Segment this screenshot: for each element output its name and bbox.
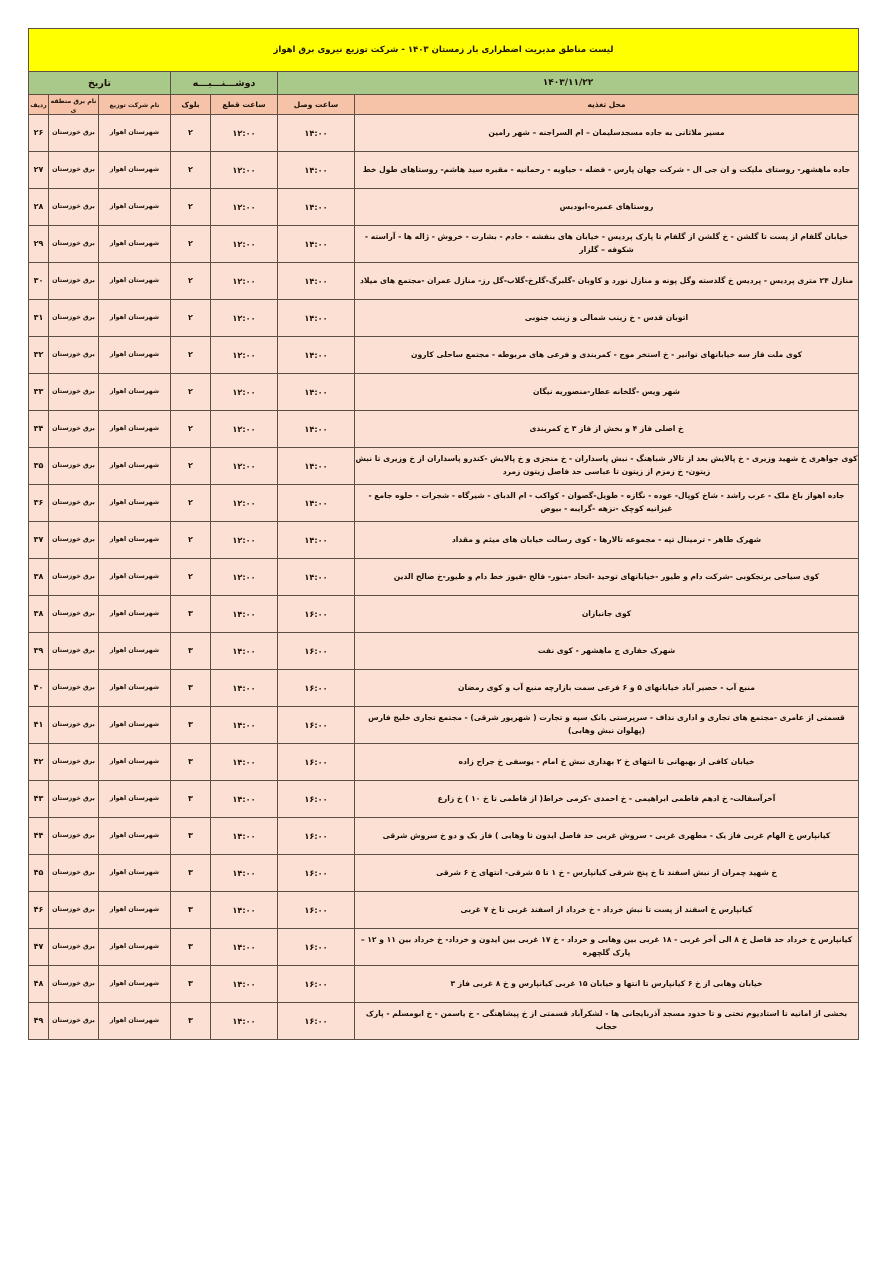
column-header-on-time: ساعت وصل: [278, 95, 355, 115]
cell-off-time: ۱۴:۰۰: [211, 818, 278, 855]
cell-company: شهرستان اهواز: [99, 855, 171, 892]
cell-on-time: ۱۴:۰۰: [278, 337, 355, 374]
cell-company: شهرستان اهواز: [99, 781, 171, 818]
cell-block: ۲: [171, 152, 211, 189]
cell-off-time: ۱۲:۰۰: [211, 374, 278, 411]
cell-radif: ۲۷: [28, 152, 48, 189]
table-row: [28, 115, 858, 152]
cell-region: برق خوزستان: [49, 115, 99, 152]
cell-region: برق خوزستان: [49, 892, 99, 929]
cell-company: شهرستان اهواز: [99, 633, 171, 670]
cell-radif: ۳۱: [28, 300, 48, 337]
cell-radif: ۴۳: [28, 781, 48, 818]
cell-off-time: ۱۲:۰۰: [211, 152, 278, 189]
cell-region: برق خوزستان: [49, 226, 99, 263]
cell-place: خیابان کافی از بهبهانی تا انتهای خ ۲ بهداری نبش خ امام - یوسفی خ جراح زاده: [355, 744, 859, 781]
title-banner-row: [28, 29, 858, 72]
cell-company: شهرستان اهواز: [99, 226, 171, 263]
column-header-block: بلوک: [171, 95, 211, 115]
cell-on-time: ۱۶:۰۰: [278, 707, 355, 744]
cell-block: ۲: [171, 300, 211, 337]
weekday-label: دوشـــنـــبـــه: [171, 72, 278, 95]
cell-on-time: ۱۶:۰۰: [278, 892, 355, 929]
cell-radif: ۴۴: [28, 818, 48, 855]
cell-radif: ۴۹: [28, 1003, 48, 1040]
cell-off-time: ۱۲:۰۰: [211, 300, 278, 337]
cell-radif: ۲۶: [28, 115, 48, 152]
cell-region: برق خوزستان: [49, 300, 99, 337]
cell-region: برق خوزستان: [49, 263, 99, 300]
cell-on-time: ۱۴:۰۰: [278, 226, 355, 263]
cell-region: برق خوزستان: [49, 374, 99, 411]
cell-off-time: ۱۴:۰۰: [211, 707, 278, 744]
table-row: [28, 1003, 858, 1040]
table-row: [28, 929, 858, 966]
cell-on-time: ۱۴:۰۰: [278, 152, 355, 189]
cell-off-time: ۱۴:۰۰: [211, 596, 278, 633]
cell-place: خ شهید چمران از نبش اسفند تا خ پنج شرقی کیانپارس - خ ۱ تا ۵ شرقی- انتهای خ ۶ شرقی: [355, 855, 859, 892]
table-row: [28, 263, 858, 300]
cell-company: شهرستان اهواز: [99, 892, 171, 929]
cell-radif: ۴۸: [28, 966, 48, 1003]
cell-place: کوی جانبازان: [355, 596, 859, 633]
cell-company: شهرستان اهواز: [99, 966, 171, 1003]
column-header-company-text: نام شرکت توزیع: [109, 102, 160, 109]
cell-radif: ۴۷: [28, 929, 48, 966]
column-header-region-text: نام برق منطقه ی: [50, 97, 97, 114]
cell-region: برق خوزستان: [49, 485, 99, 522]
table-row: [28, 892, 858, 929]
cell-radif: ۳۸: [28, 596, 48, 633]
cell-on-time: ۱۶:۰۰: [278, 818, 355, 855]
cell-region: برق خوزستان: [49, 670, 99, 707]
cell-company: شهرستان اهواز: [99, 115, 171, 152]
table-row: [28, 226, 858, 263]
cell-place: خیابان وهابی از خ ۶ کیانپارس تا انتها و خیابان ۱۵ غربی کیانپارس و خ ۸ غربی فاز ۳: [355, 966, 859, 1003]
cell-radif: ۴۰: [28, 670, 48, 707]
column-header-off-time: ساعت قطع: [211, 95, 278, 115]
cell-block: ۳: [171, 1003, 211, 1040]
table-row: [28, 596, 858, 633]
column-header-company: [99, 95, 171, 115]
table-row: [28, 300, 858, 337]
table-body: [28, 115, 858, 1040]
cell-block: ۲: [171, 189, 211, 226]
cell-off-time: ۱۲:۰۰: [211, 411, 278, 448]
cell-on-time: ۱۶:۰۰: [278, 596, 355, 633]
cell-company: شهرستان اهواز: [99, 374, 171, 411]
cell-region: برق خوزستان: [49, 1003, 99, 1040]
cell-off-time: ۱۲:۰۰: [211, 522, 278, 559]
cell-block: ۲: [171, 448, 211, 485]
cell-block: ۳: [171, 633, 211, 670]
cell-block: ۲: [171, 522, 211, 559]
cell-block: ۲: [171, 337, 211, 374]
cell-company: شهرستان اهواز: [99, 448, 171, 485]
cell-region: برق خوزستان: [49, 448, 99, 485]
table-row: [28, 670, 858, 707]
table-row: [28, 559, 858, 596]
cell-company: شهرستان اهواز: [99, 1003, 171, 1040]
cell-radif: ۴۶: [28, 892, 48, 929]
column-header-region: [49, 95, 99, 115]
cell-radif: ۴۵: [28, 855, 48, 892]
cell-radif: ۳۴: [28, 411, 48, 448]
cell-off-time: ۱۲:۰۰: [211, 559, 278, 596]
cell-block: ۲: [171, 226, 211, 263]
table-row: [28, 337, 858, 374]
cell-place: خ اصلی فاز ۴ و بخش از فاز ۳ خ کمربندی: [355, 411, 859, 448]
cell-block: ۳: [171, 744, 211, 781]
cell-block: ۲: [171, 374, 211, 411]
cell-off-time: ۱۴:۰۰: [211, 781, 278, 818]
date-header-row: [28, 72, 858, 95]
cell-block: ۲: [171, 485, 211, 522]
cell-company: شهرستان اهواز: [99, 337, 171, 374]
cell-company: شهرستان اهواز: [99, 485, 171, 522]
cell-off-time: ۱۲:۰۰: [211, 485, 278, 522]
table-row: [28, 448, 858, 485]
cell-on-time: ۱۶:۰۰: [278, 670, 355, 707]
outage-schedule-table: [28, 28, 859, 1040]
cell-off-time: ۱۲:۰۰: [211, 448, 278, 485]
cell-off-time: ۱۲:۰۰: [211, 337, 278, 374]
cell-off-time: ۱۲:۰۰: [211, 115, 278, 152]
table-row: [28, 707, 858, 744]
cell-block: ۳: [171, 966, 211, 1003]
cell-company: شهرستان اهواز: [99, 522, 171, 559]
cell-block: ۳: [171, 670, 211, 707]
cell-on-time: ۱۴:۰۰: [278, 485, 355, 522]
cell-company: شهرستان اهواز: [99, 929, 171, 966]
cell-on-time: ۱۴:۰۰: [278, 559, 355, 596]
cell-on-time: ۱۴:۰۰: [278, 189, 355, 226]
cell-off-time: ۱۲:۰۰: [211, 226, 278, 263]
cell-radif: ۲۹: [28, 226, 48, 263]
cell-on-time: ۱۴:۰۰: [278, 300, 355, 337]
column-header-place: محل تغذیه: [355, 95, 859, 115]
cell-company: شهرستان اهواز: [99, 263, 171, 300]
cell-block: ۳: [171, 596, 211, 633]
cell-off-time: ۱۴:۰۰: [211, 1003, 278, 1040]
cell-off-time: ۱۴:۰۰: [211, 744, 278, 781]
cell-company: شهرستان اهواز: [99, 189, 171, 226]
cell-region: برق خوزستان: [49, 411, 99, 448]
cell-region: برق خوزستان: [49, 559, 99, 596]
cell-place: آخرآسفالت- خ ادهم فاطمی ابراهیمی - خ احمدی -کرمی خراط( از فاطمی تا خ ۱۰ ) خ زارع: [355, 781, 859, 818]
cell-on-time: ۱۶:۰۰: [278, 633, 355, 670]
cell-company: شهرستان اهواز: [99, 411, 171, 448]
cell-place: جاده ماهشهر- روستای ملیکت و ان جی ال - شرکت جهان پارس - فضله - حیاویه - رحمانیه - مقبره سید هاشم- روستاهای طول خط: [355, 152, 859, 189]
column-header-radif-text: ردیف: [30, 102, 47, 109]
table-row: [28, 966, 858, 1003]
cell-block: ۲: [171, 411, 211, 448]
cell-region: برق خوزستان: [49, 781, 99, 818]
cell-place: کیانپارس خ الهام غربی فاز یک - مطهری غربی - سروش غربی حد فاصل ایدون تا وهابی ) فاز یک و دو خ سروش شرقی: [355, 818, 859, 855]
cell-block: ۳: [171, 781, 211, 818]
cell-radif: ۳۰: [28, 263, 48, 300]
cell-off-time: ۱۴:۰۰: [211, 966, 278, 1003]
cell-block: ۳: [171, 707, 211, 744]
cell-on-time: ۱۴:۰۰: [278, 448, 355, 485]
cell-region: برق خوزستان: [49, 966, 99, 1003]
cell-place: کوی سیاحی برنجکوبی -شرکت دام و طیور -خیابانهای توحید -اتحاد -منور- فالح -فیوز خط دام و طیور-خ صالح الدین: [355, 559, 859, 596]
cell-region: برق خوزستان: [49, 522, 99, 559]
table-row: [28, 411, 858, 448]
cell-on-time: ۱۶:۰۰: [278, 781, 355, 818]
table-row: [28, 522, 858, 559]
cell-place: کوی ملت فاز سه خیابانهای توانیر - خ استخر موج - کمربندی و فرعی های مربوطه - مجتمع ساحلی کارون: [355, 337, 859, 374]
cell-block: ۳: [171, 892, 211, 929]
table-row: [28, 855, 858, 892]
cell-region: برق خوزستان: [49, 337, 99, 374]
cell-off-time: ۱۴:۰۰: [211, 855, 278, 892]
cell-block: ۳: [171, 855, 211, 892]
cell-company: شهرستان اهواز: [99, 744, 171, 781]
cell-region: برق خوزستان: [49, 855, 99, 892]
cell-on-time: ۱۶:۰۰: [278, 855, 355, 892]
column-header-row: [28, 95, 858, 115]
cell-on-time: ۱۴:۰۰: [278, 411, 355, 448]
cell-off-time: ۱۴:۰۰: [211, 892, 278, 929]
cell-off-time: ۱۲:۰۰: [211, 189, 278, 226]
cell-region: برق خوزستان: [49, 189, 99, 226]
document-title: لیست مناطق مدیریت اضطراری بار زمستان ۱۴۰۳ - شرکت توزیع نیروی برق اهواز: [28, 29, 858, 72]
cell-region: برق خوزستان: [49, 596, 99, 633]
cell-block: ۳: [171, 818, 211, 855]
cell-place: کوی جواهری خ شهید وزیری - خ پالایش بعد از تالار شباهنگ - نبش پاسداران - خ منجزی و خ پالایش -کندرو پاسداران از خ وزیری تا نبش زیتون- خ زمزم از زیتون تا عباسی حد فاصل زیتون زمرد: [355, 448, 859, 485]
table-row: [28, 374, 858, 411]
cell-place: بخشی از امانیه تا استادیوم تختی و تا حدود مسجد آذربایجانی ها - لشکرآباد قسمتی از خ پیشاهنگی - خ یاسمن - خ ابومسلم - پارک حجاب: [355, 1003, 859, 1040]
table-row: [28, 485, 858, 522]
cell-off-time: ۱۴:۰۰: [211, 670, 278, 707]
cell-place: شهرک طاهر - ترمینال تپه - مجموعه تالارها - کوی رسالت خیابان های میثم و مقداد: [355, 522, 859, 559]
cell-place: مسیر ملاثانی به جاده مسجدسلیمان – ام السراجنه – شهر رامین: [355, 115, 859, 152]
cell-radif: ۳۷: [28, 522, 48, 559]
table-row: [28, 189, 858, 226]
cell-on-time: ۱۶:۰۰: [278, 966, 355, 1003]
cell-off-time: ۱۴:۰۰: [211, 633, 278, 670]
cell-place: جاده اهواز باغ ملک - عرب راشد - شاخ کوپال- عوده - نگازه - طویل-گصوان - کواکب - ام الدبای - شیرگاه - شجرات - حلوه جامع - غیزانیه کوچک -نزهه -گرایبه - بیوض: [355, 485, 859, 522]
cell-on-time: ۱۶:۰۰: [278, 1003, 355, 1040]
cell-region: برق خوزستان: [49, 818, 99, 855]
cell-company: شهرستان اهواز: [99, 670, 171, 707]
cell-on-time: ۱۶:۰۰: [278, 929, 355, 966]
cell-company: شهرستان اهواز: [99, 559, 171, 596]
cell-radif: ۴۱: [28, 707, 48, 744]
cell-place: منازل ۲۴ متری پردیس - پردیس خ گلدسته وگل پونه و منازل نورد و کاوبان -گلبرگ-گلرخ-گلاب-گل رز- منازل عمران -مجتمع های میلاد: [355, 263, 859, 300]
cell-place: شهرک حفاری ج ماهشهر - کوی نفت: [355, 633, 859, 670]
cell-on-time: ۱۴:۰۰: [278, 522, 355, 559]
table-row: [28, 633, 858, 670]
table-row: [28, 781, 858, 818]
cell-region: برق خوزستان: [49, 929, 99, 966]
cell-block: ۲: [171, 263, 211, 300]
cell-company: شهرستان اهواز: [99, 300, 171, 337]
cell-on-time: ۱۴:۰۰: [278, 115, 355, 152]
cell-radif: ۳۹: [28, 633, 48, 670]
date-value: ۱۴۰۳/۱۱/۲۲: [278, 72, 859, 95]
cell-radif: ۳۲: [28, 337, 48, 374]
cell-place: کیانپارس خ خرداد حد فاصل خ ۸ الی آخر غربی - ۱۸ غربی بین وهابی و خرداد - خ ۱۷ غربی بین ایدون و خرداد- خ خرداد بین ۱۱ و ۱۲ – پارک گلچهره: [355, 929, 859, 966]
cell-region: برق خوزستان: [49, 744, 99, 781]
cell-on-time: ۱۴:۰۰: [278, 263, 355, 300]
cell-company: شهرستان اهواز: [99, 596, 171, 633]
cell-off-time: ۱۲:۰۰: [211, 263, 278, 300]
cell-block: ۳: [171, 929, 211, 966]
cell-place: کیانپارس خ اسفند از پست تا نبش خرداد - خ خرداد از اسفند غربی تا خ ۷ غربی: [355, 892, 859, 929]
cell-radif: ۴۲: [28, 744, 48, 781]
cell-place: قسمتی از عامری -مجتمع های تجاری و اداری نداف - سرپرستی بانک سپه و تجارت ( شهریور شرقی) - مجتمع تجاری خلیج فارس (پهلوان نبش وهابی): [355, 707, 859, 744]
cell-radif: ۳۳: [28, 374, 48, 411]
cell-region: برق خوزستان: [49, 707, 99, 744]
cell-place: اتوبان قدس - خ زینب شمالی و زینب جنوبی: [355, 300, 859, 337]
cell-block: ۲: [171, 115, 211, 152]
cell-place: خیابان گلفام از پست تا گلشن - خ گلشن از گلفام تا پارک پردیس - خیابان های بنفشه - خادم - بشارت - خروش - ژاله ها - آراسته - شکوفه – گلزار: [355, 226, 859, 263]
cell-radif: ۳۸: [28, 559, 48, 596]
cell-radif: ۳۶: [28, 485, 48, 522]
cell-company: شهرستان اهواز: [99, 818, 171, 855]
cell-on-time: ۱۶:۰۰: [278, 744, 355, 781]
table-row: [28, 744, 858, 781]
column-header-radif: [28, 95, 48, 115]
cell-place: منبع آب - حصیر آباد خیابانهای ۵ و ۶ فرعی سمت بازارچه منبع آب و کوی رمضان: [355, 670, 859, 707]
date-label: تاریخ: [28, 72, 170, 95]
table-row: [28, 152, 858, 189]
table-row: [28, 818, 858, 855]
cell-region: برق خوزستان: [49, 633, 99, 670]
cell-region: برق خوزستان: [49, 152, 99, 189]
cell-block: ۲: [171, 559, 211, 596]
cell-off-time: ۱۴:۰۰: [211, 929, 278, 966]
cell-company: شهرستان اهواز: [99, 152, 171, 189]
cell-place: روستاهای عمیره-ابودبس: [355, 189, 859, 226]
cell-radif: ۲۸: [28, 189, 48, 226]
cell-radif: ۳۵: [28, 448, 48, 485]
cell-place: شهر ویس -گلخانه عطار-منصوریه نیگان: [355, 374, 859, 411]
cell-company: شهرستان اهواز: [99, 707, 171, 744]
table-header: [28, 29, 858, 115]
cell-on-time: ۱۴:۰۰: [278, 374, 355, 411]
